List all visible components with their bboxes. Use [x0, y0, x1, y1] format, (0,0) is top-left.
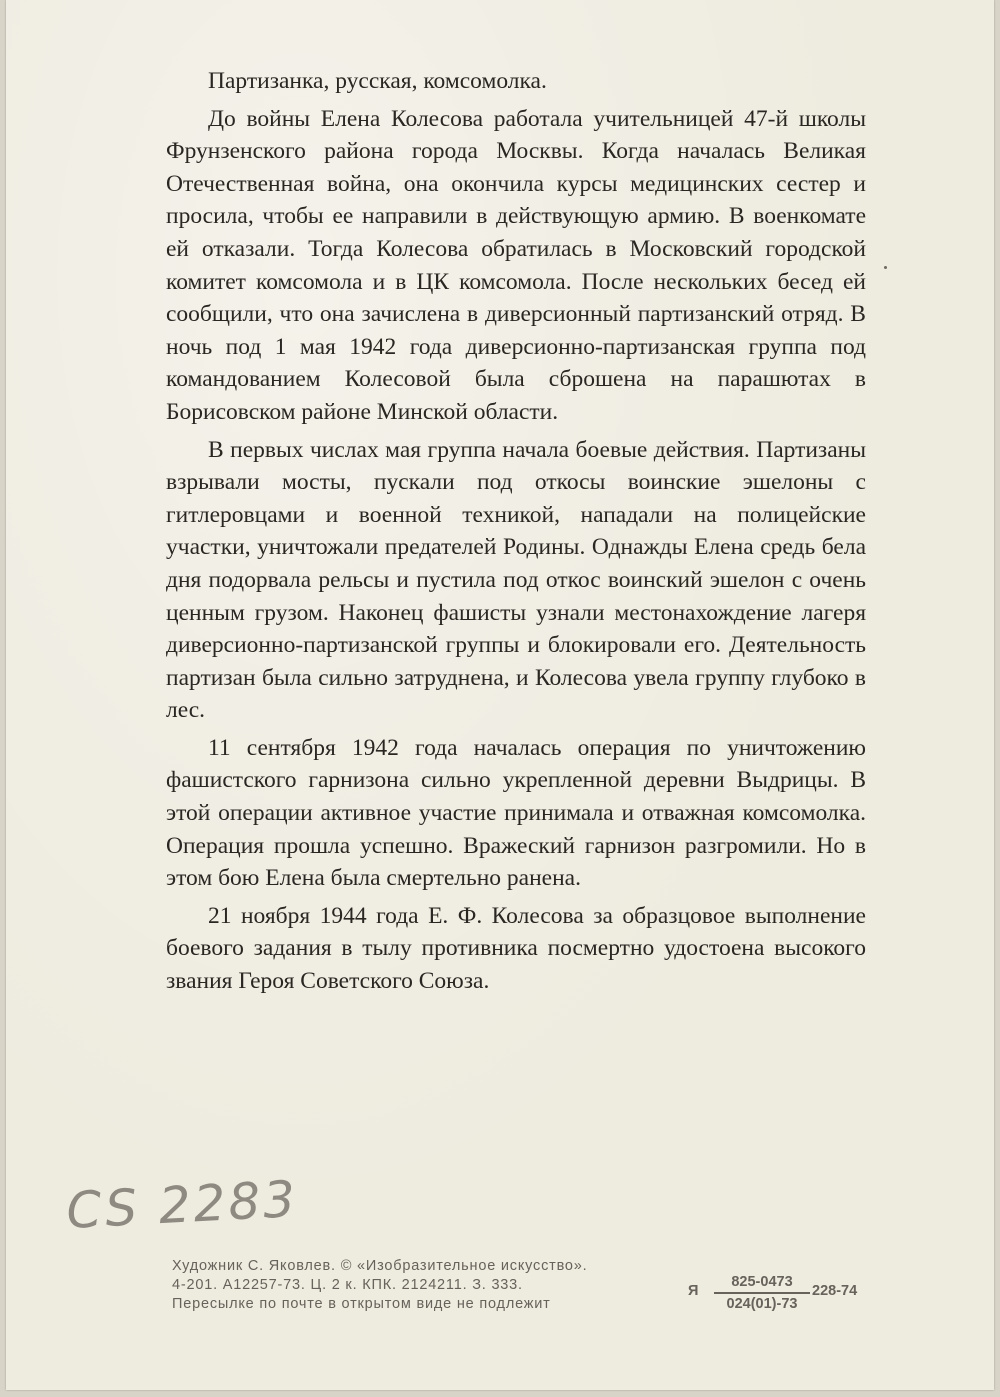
paper-speck [884, 266, 887, 269]
imprint-numerator: 825-0473 [731, 1274, 793, 1290]
imprint-letter: Я [688, 1283, 699, 1299]
imprint-denominator: 024(01)-73 [726, 1295, 798, 1312]
footer-print-codes: 4-201. А12257-73. Ц. 2 к. КПК. 2124211. З. 333. [172, 1277, 523, 1293]
handwritten-catalog-number: CS 2283 [64, 1169, 300, 1240]
paragraph-4: 21 ноября 1944 года Е. Ф. Колесова за образцовое выполнение боевого задания в тылу противника посмертно удостоена высокого звания Героя Советского Союза. [166, 902, 866, 995]
imprint-code: 228-74 [812, 1283, 858, 1299]
imprint-fraction [714, 1273, 810, 1313]
fraction-bar [714, 1292, 810, 1294]
article-heading: Партизанка, русская, комсомолка. [208, 68, 547, 94]
footer-postal-note: Пересылке по почте в открытом виде не подлежит [172, 1296, 551, 1312]
postcard-back [6, 0, 994, 1390]
footer-artist-line: Художник С. Яковлев. © «Изобразительное искусство». [172, 1258, 588, 1274]
paragraph-2: В первых числах мая группа начала боевые действия. Партизаны взрывали мосты, пускали под откосы воинские эшелоны с гитлеровцами и военной техникой, нападали на полицейские участки, уничтожали предателей Родины. Однажды Елена средь бела дня подорвала рельсы и пустила под откос воинский эшелон с очень ценным грузом. Наконец фашисты узнали местонахождение лагеря диверсионно-партизанской группы и блокировали его. Деятельность партизан была сильно затруднена, и Колесова увела группу глубоко в лес. [166, 436, 866, 724]
article-text [166, 65, 866, 998]
paragraph-3: 11 сентября 1942 года началась операция по уничтожению фашистского гарнизона сильно укрепленной деревни Выдрицы. В этой операции активное участие принимала и отважная комсомолка. Операция прошла успешно. Вражеский гарнизон разгромили. Но в этом бою Елена была смертельно ранена. [166, 734, 866, 892]
paragraph-1: До войны Елена Колесова работала учительницей 47-й школы Фрунзенского района города Москвы. Когда началась Великая Отечественная война, она окончила курсы медицинских сестер и просила, чтобы ее направили в действующую армию. В военкомате ей отказали. Тогда Колесова обратилась в Московский городской комитет комсомола и в ЦК комсомола. После нескольких бесед ей сообщили, что она зачислена в диверсионный партизанский отряд. В ночь под 1 мая 1942 года диверсионно-партизанская группа под командованием Колесовой была сброшена на парашютах в Борисовском районе Минской области. [166, 105, 866, 425]
